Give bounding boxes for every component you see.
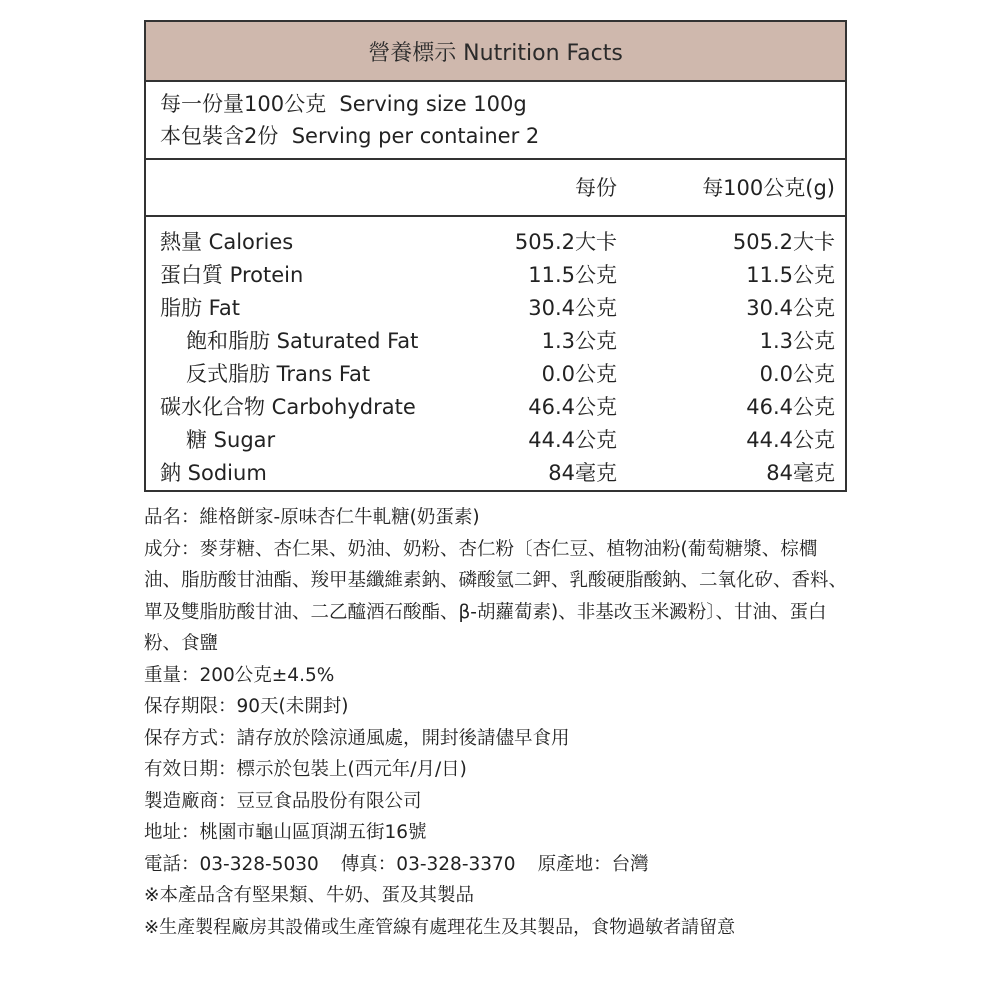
servings-per-container: 本包裝含2份 Serving per container 2 [160,124,540,148]
product-info [144,502,852,943]
nutrient-per-100g: 11.5公克 [746,263,835,287]
nutrient-per-100g: 30.4公克 [746,296,835,320]
allergen-note: ※本產品含有堅果類、牛奶、蛋及其製品 [144,885,475,906]
product-name: 品名：維格餅家-原味杏仁牛軋糖(奶蛋素) [144,507,480,528]
serving-info [146,82,845,160]
nutrient-rows [146,217,845,491]
nutrient-label: 反式脂肪 Trans Fat [186,362,371,386]
expiry-date: 有效日期：標示於包裝上(西元年/月/日) [144,759,467,780]
nutrient-per-serving: 46.4公克 [528,395,617,419]
nutrient-per-serving: 11.5公克 [528,263,617,287]
nutrient-per-serving: 0.0公克 [541,362,617,386]
manufacturer: 製造廠商：豆豆食品股份有限公司 [144,790,422,812]
nutrient-per-100g: 46.4公克 [746,395,835,419]
shelf-life: 保存期限：90天(未開封) [144,696,349,717]
nutrient-label: 碳水化合物 Carbohydrate [160,395,416,419]
nutrient-per-100g: 1.3公克 [759,329,835,353]
phone: 電話：03-328-5030 [144,853,319,875]
nutrient-label: 鈉 Sodium [160,461,267,485]
column-per-serving: 每份 [575,176,617,200]
storage-method: 保存方式：請存放於陰涼通風處，開封後請儘早食用 [144,727,570,749]
weight: 重量：200公克±4.5% [144,664,335,686]
nutrient-row-calories [146,227,845,260]
nutrient-per-100g: 44.4公克 [746,428,835,452]
nutrient-row-sodium [146,458,845,491]
nutrient-label: 脂肪 Fat [160,296,240,320]
nutrient-per-100g: 84毫克 [766,461,835,485]
nutrient-row-sugar [146,425,845,458]
ingredients: 成分：麥芽糖、杏仁果、奶油、奶粉、杏仁粉〔杏仁豆、植物油粉(葡萄糖漿、棕櫚油、脂肪酸甘油酯、羧甲基纖維素鈉、磷酸氫二鉀、乳酸硬脂酸鈉、二氧化矽、香料、單及雙脂肪酸甘油、二乙醯酒石酸酯、β-胡蘿蔔素)、非基改玉米澱粉〕、甘油、蛋白粉、食鹽 [144,538,848,654]
nutrient-row-trans-fat [146,359,845,392]
nutrition-facts-table [144,20,847,492]
nutrient-row-carbohydrate [146,392,845,425]
contact-line [144,849,852,881]
nutrition-facts-title: 營養標示 Nutrition Facts [368,40,623,66]
nutrient-per-100g: 505.2大卡 [732,230,835,254]
nutrient-per-serving: 44.4公克 [528,428,617,452]
nutrient-label: 蛋白質 Protein [160,263,304,287]
nutrient-label: 糖 Sugar [186,428,276,452]
origin: 原產地：台灣 [537,853,649,875]
nutrient-per-serving: 1.3公克 [541,329,617,353]
serving-size: 每一份量100公克 Serving size 100g [160,92,527,116]
fax: 傳真：03-328-3370 [340,853,516,875]
nutrient-per-100g: 0.0公克 [759,362,835,386]
nutrition-facts-header [146,22,845,82]
facility-note: ※生產製程廠房其設備或生產管線有處理花生及其製品，食物過敏者請留意 [144,916,736,938]
nutrient-per-serving: 505.2大卡 [514,230,617,254]
nutrient-per-serving: 84毫克 [548,461,617,485]
nutrient-row-fat [146,293,845,326]
column-per-100g: 每100公克(g) [702,176,835,200]
nutrient-per-serving: 30.4公克 [528,296,617,320]
nutrient-row-protein [146,260,845,293]
nutrient-label: 熱量 Calories [160,230,294,254]
address: 地址：桃園市龜山區頂湖五街16號 [144,822,427,843]
column-headers [146,160,845,217]
nutrient-row-saturated-fat [146,326,845,359]
nutrient-label: 飽和脂肪 Saturated Fat [186,329,419,353]
